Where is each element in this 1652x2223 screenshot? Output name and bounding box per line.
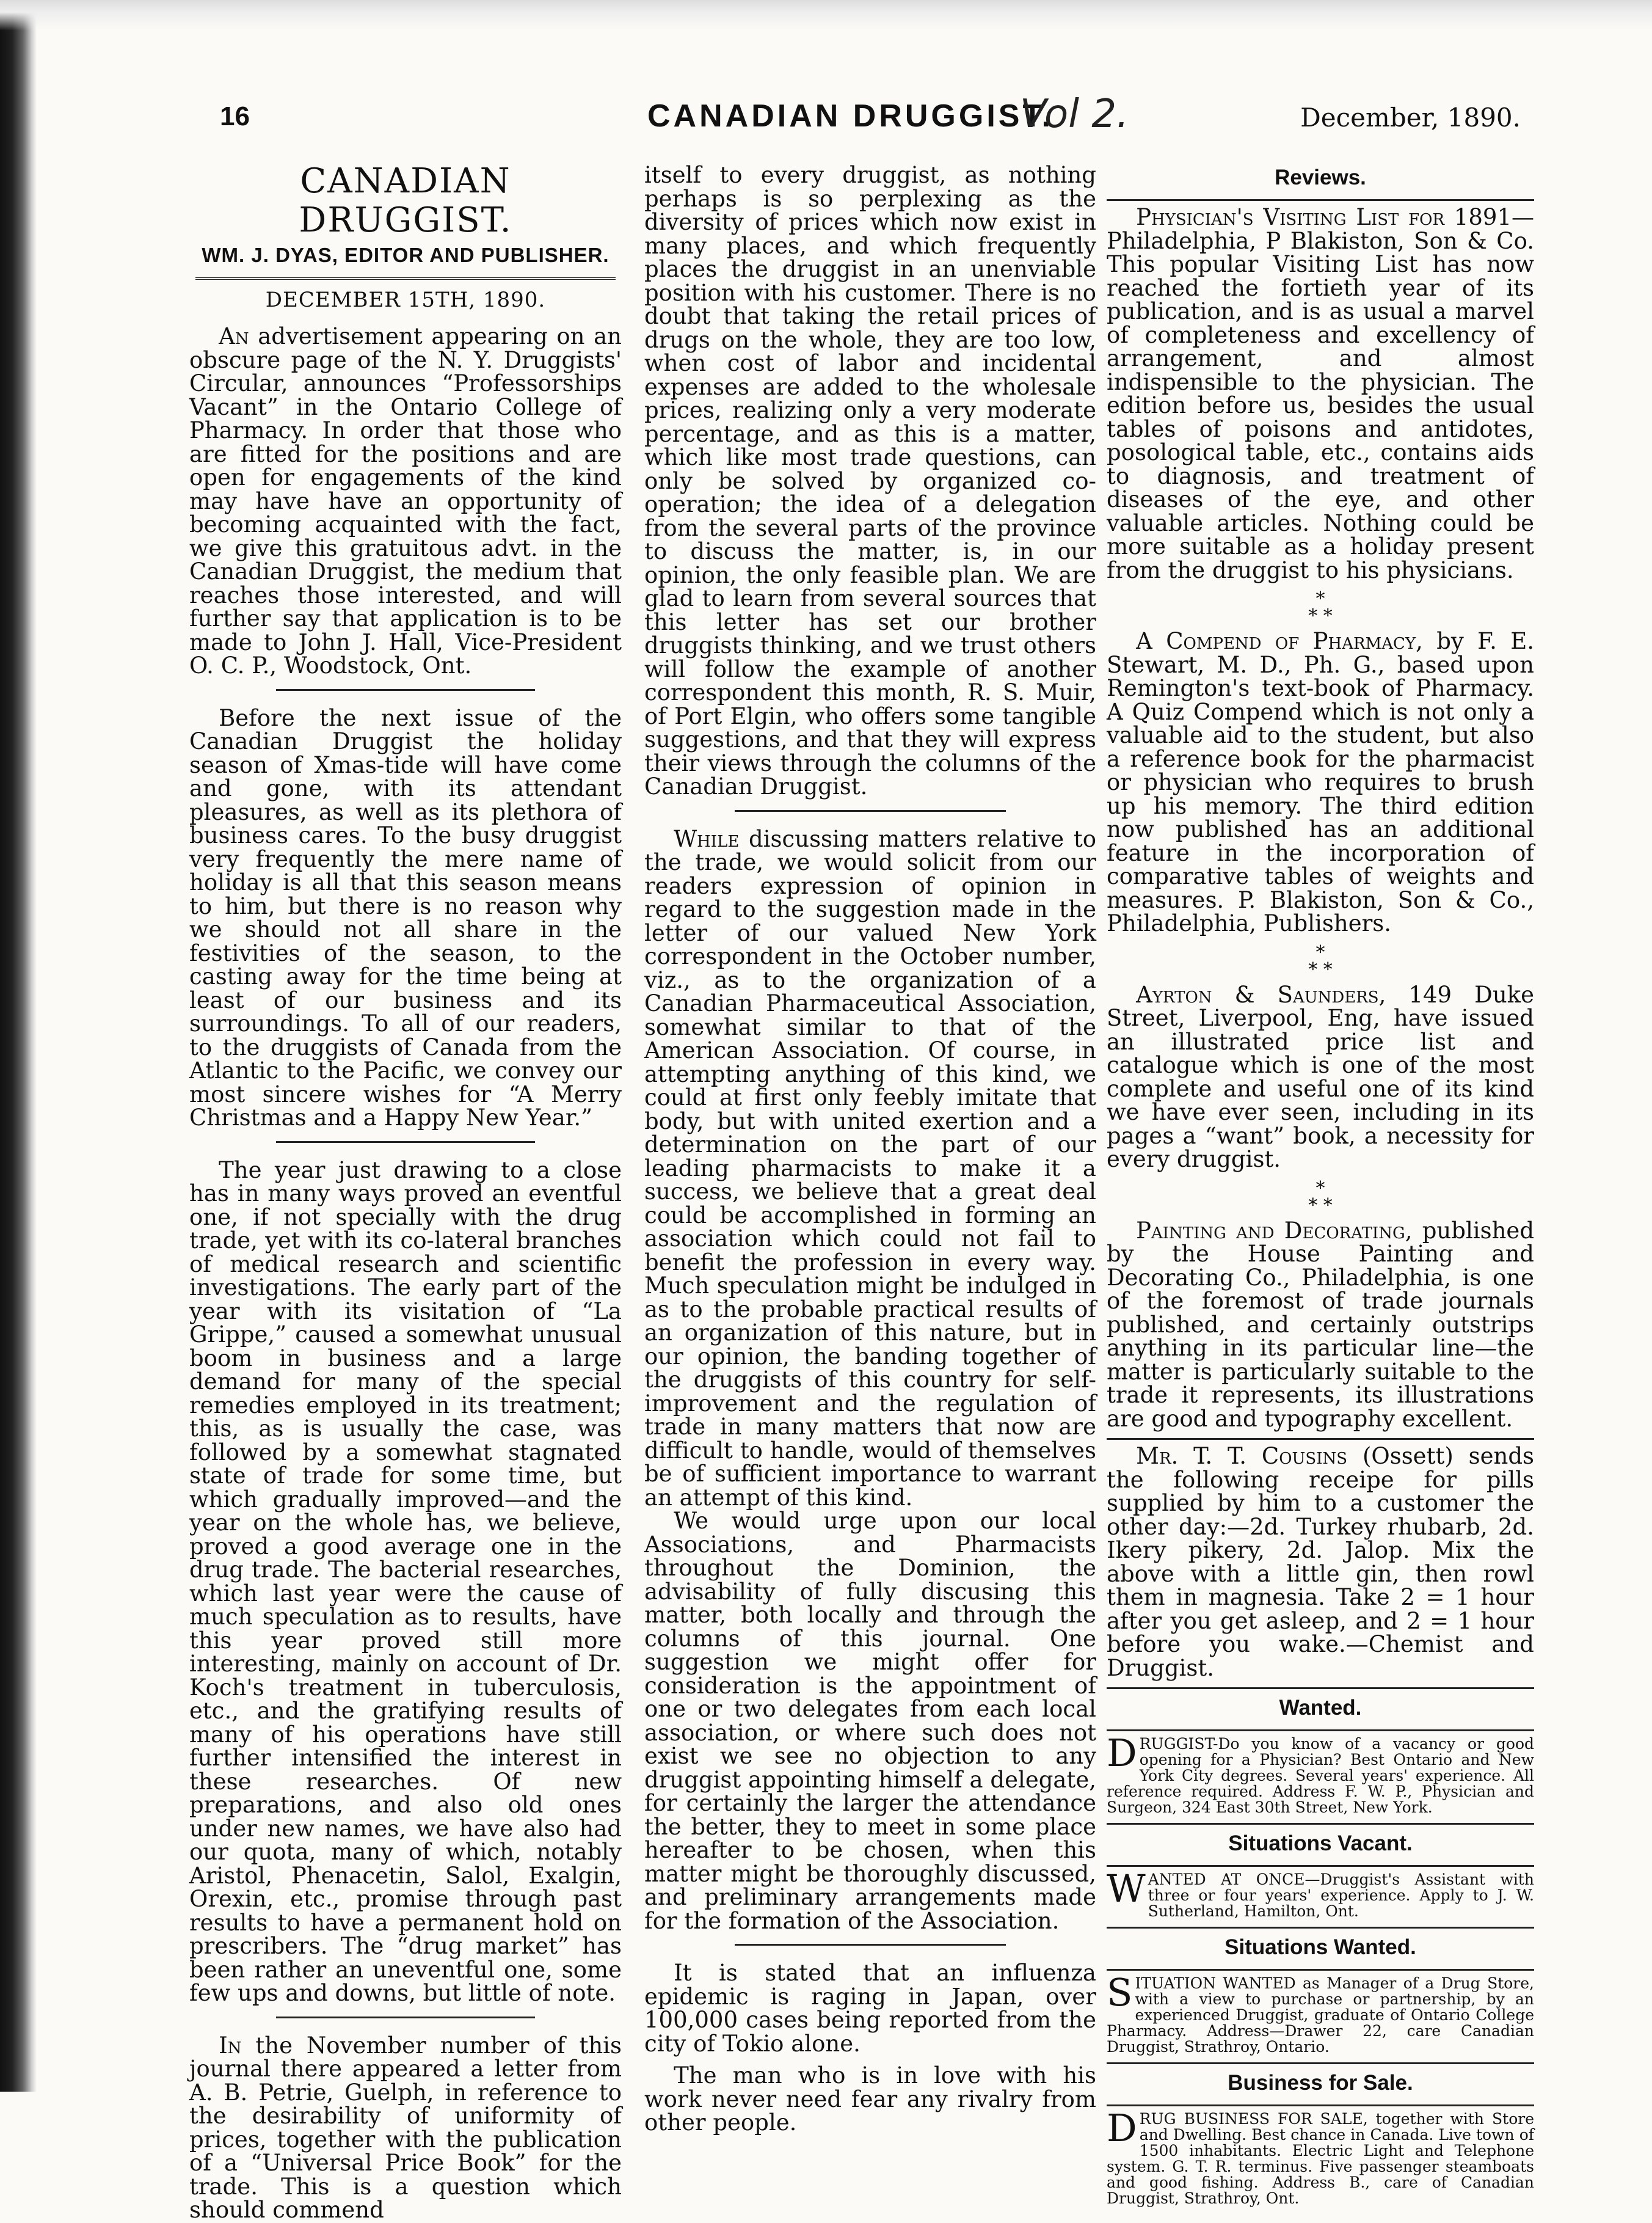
ad-text: RUGGIST-Do you know of a vacancy or good opening for a Physician? Best Ontario and New York City degrees. Several years' experience. All reference required. Address F. W. P., Physician and Surgeon, 324 East 30th Street, New York. bbox=[1107, 1735, 1534, 1816]
paragraph-lead: In bbox=[219, 2032, 241, 2059]
editorial-paragraph: Before the next issue of the Canadian Druggist the holiday season of Xmas-tide will have come and gone, with its attendant pleasures, as well as its plethora of business cares. To the busy druggist very frequently the mere name of holiday is all that this season means to him, but there is no reason why we should not all share in the festivities of the season, to the casting away for the time being at least of our business and its surroundings. To all of our readers, to the druggists of Canada from the Atlantic to the Pacific, we convey our most sincere wishes for “A Merry Christmas and a Happy New Year.” bbox=[189, 707, 622, 1130]
section-divider bbox=[1107, 1823, 1534, 1825]
review-paragraph bbox=[1107, 206, 1534, 582]
handwritten-volume-note: Vol 2. bbox=[1020, 92, 1129, 137]
drop-cap: D bbox=[1107, 1737, 1137, 1769]
editorial-paragraph: itself to every druggist, as nothing perhaps is so perplexing as the diversity of prices which now exist in many places, and which frequently places the druggist in an unenviable position with his customer. There is no doubt that taking the retail prices of drugs on the whole, they are too low, when cost of labor and incidental expenses are added to the wholesale prices, realizing only a very moderate percentage, and as this is a matter, which like most trade questions, can only be solved by organized co-operation; the idea of a delegation from the several parts of the province to discuss the matter, is, in our opinion, the only feasible plan. We are glad to learn from several sources that this letter has set our brother druggists thinking, and we trust others will follow the example of another correspondent this month, R. S. Muir, of Port Elgin, who offers some tangible suggestions, and that they will express their views through the columns of the Canadian Druggist. bbox=[644, 164, 1096, 799]
section-divider bbox=[1107, 1438, 1534, 1440]
situations-vacant-heading: Situations Vacant. bbox=[1107, 1830, 1534, 1858]
ad-text: ITUATION WANTED as Manager of a Drug Store, with a view to purchase or partnership, by an experienced Druggist, graduate of Ontario College Pharmacy. Address—Drawer 22, care Canadian Druggist, Strathroy, Ontario. bbox=[1107, 1974, 1534, 2056]
review-text: —Philadelphia, P Blakiston, Son & Co. This popular Visiting List has now reached the fortieth year of its publication, and is as usual a marvel of completeness and excellency of arrangement, and almost indispensible to the physician. The edition before us, besides the usual tables of poisons and antidotes, posological table, etc., contains aids to diagnosis, and treatment of diseases of the eye, and other valuable articles. Nothing could be more suitable as a holiday present from the druggist to his physicians. bbox=[1107, 204, 1534, 583]
classified-ad bbox=[1107, 1872, 1534, 1919]
business-for-sale-heading: Business for Sale. bbox=[1107, 2069, 1534, 2097]
ad-text: RUG BUSINESS FOR SALE, together with Store and Dwelling. Best chance in Canada. Live town of 1500 inhabitants. Electric Light and Telephone system. G. T. R. terminus. Five passenger steamboats and good fishing. Address B., care of Canadian Druggist, Strathroy, Ont. bbox=[1107, 2110, 1534, 2207]
section-divider bbox=[1107, 2062, 1534, 2064]
page-binding-edge bbox=[0, 0, 37, 2092]
review-text: published by the House Painting and Decorating Co., Philadelphia, is one of the foremost of trade journals published, and certainly outstrips anything in its particular line—the matter is particularly suitable to the trade it represents, its illustrations are good and typography excellent. bbox=[1107, 1217, 1534, 1432]
column-1 bbox=[189, 162, 622, 2222]
editorial-paragraph bbox=[644, 828, 1096, 1510]
column-2 bbox=[644, 164, 1096, 2135]
paragraph-lead: While bbox=[674, 826, 739, 852]
section-divider bbox=[1107, 199, 1534, 201]
section-divider bbox=[1107, 2104, 1534, 2106]
asterism-divider: * * * bbox=[1107, 1180, 1534, 1214]
review-lead: Mr. T. T. Cousins bbox=[1136, 1443, 1347, 1469]
editorial-paragraph bbox=[189, 2034, 622, 2222]
drop-cap: W bbox=[1107, 1873, 1146, 1905]
review-lead: A Compend of Pharmacy, bbox=[1136, 628, 1423, 654]
review-paragraph bbox=[1107, 1219, 1534, 1431]
situations-wanted-heading: Situations Wanted. bbox=[1107, 1933, 1534, 1962]
review-text: by F. E. Stewart, M. D., Ph. G., based upon Remington's text-book of Pharmacy. A Quiz Compend which is not only a valuable aid to the student, but also a reference book for the pharmacist or physician who requires to brush up his memory. The third edition now published has an additional feature in the incorporation of comparative tables of weights and measures. P. Blakiston, Son & Co., Philadelphia, Publishers. bbox=[1107, 628, 1534, 936]
classified-ad bbox=[1107, 2111, 1534, 2207]
section-divider bbox=[1107, 1687, 1534, 1689]
masthead-title: CANADIAN DRUGGIST. bbox=[647, 98, 1053, 134]
paragraph-text: discussing matters relative to the trade, we would solicit from our readers expression of opinion in regard to the suggestion made in the letter of our valued New York correspondent in the October number, viz., as to the organization of a Canadian Pharmaceutical Association, somewhat similar to that of the American Association. Of course, in attempting anything of this kind, we could at first only feebly imitate that body, but with united exertion and a determination on the part of our leading pharmacists to make it a success, we believe that a great deal could be accomplished in forming an association which could not fail to benefit the profession in every way. Much speculation might be indulged in as to the probable practical results of an organization of this nature, but in our opinion, the banding together of the druggists of this country for self-improvement and the regulation of trade in many matters that now are difficult to handle, would of themselves be of sufficient importance to warrant an attempt of this kind. bbox=[644, 826, 1096, 1511]
review-lead: Physician's Visiting List for 1891 bbox=[1136, 204, 1512, 230]
drop-cap: D bbox=[1107, 2112, 1137, 2144]
section-divider bbox=[1107, 1865, 1534, 1867]
column-3 bbox=[1107, 164, 1534, 2209]
section-divider bbox=[1107, 1729, 1534, 1731]
drop-cap: S bbox=[1107, 1977, 1132, 2009]
editor-line: WM. J. DYAS, EDITOR AND PUBLISHER. bbox=[189, 244, 622, 268]
editorial-paragraph: We would urge upon our local Associations, and Pharmacists throughout the Dominion, the advisability of fully discusing this matter, both locally and through the columns of this journal. One suggestion we might offer for consideration is the appointment of one or two delegates from each local association, or where such does not exist we see no objection to any druggist appointing himself a delegate, for certainly the larger the attendance the better, they to meet in some place hereafter to be chosen, when this matter might be thoroughly discussed, and preliminary arrangements made for the formation of the Association. bbox=[644, 1509, 1096, 1933]
asterism-divider: * * * bbox=[1107, 944, 1534, 979]
classified-ad bbox=[1107, 1976, 1534, 2055]
ad-text: ANTED AT ONCE—Druggist's Assistant with three or four years' experience. Apply to J. W. Sutherland, Hamilton, Ont. bbox=[1148, 1871, 1534, 1920]
review-lead: Painting and Decorating, bbox=[1136, 1217, 1412, 1244]
editorial-paragraph: The year just drawing to a close has in many ways proved an eventful one, if not specially with the drug trade, yet with its co-lateral branches of medical research and scientific investigations. The early part of the year with its visitation of “La Grippe,” caused a somewhat unusual boom in business and a large demand for many of the special remedies employed in its treatment; this, as is usually the case, was followed by a somewhat stagnated state of trade for some time, but which gradually improved—and the year on the whole has, we believe, proved a good average one in the drug trade. The bacterial researches, which last year were the cause of much speculation as to results, have this year proved still more interesting, mainly on account of Dr. Koch's treatment in tuberculosis, etc., and the gratifying results of many of his operations have still further intensified the interest in these researches. Of new preparations, and also old ones under new names, we have also had our quota, many of which, notably Aristol, Phenacetin, Salol, Exalgin, Orexin, etc., promise through past results to have a permanent hold on prescribers. The “drug market” has been rather an uneventful one, some few ups and downs, but little of note. bbox=[189, 1159, 622, 2006]
classified-ad bbox=[1107, 1736, 1534, 1816]
paragraph-lead: An bbox=[219, 323, 249, 349]
review-paragraph bbox=[1107, 630, 1534, 936]
section-divider bbox=[1107, 1927, 1534, 1929]
wanted-heading: Wanted. bbox=[1107, 1694, 1534, 1722]
reviews-heading: Reviews. bbox=[1107, 164, 1534, 192]
editorial-dateline: DECEMBER 15TH, 1890. bbox=[189, 288, 622, 312]
section-divider bbox=[276, 689, 536, 691]
issue-date: December, 1890. bbox=[1300, 103, 1521, 133]
review-lead: Ayrton & Saunders, bbox=[1136, 982, 1386, 1008]
editorial-paragraph: It is stated that an influenza epidemic is raging in Japan, over 100,000 cases being reported from the city of Tokio alone. bbox=[644, 1962, 1096, 2056]
section-divider bbox=[276, 2017, 536, 2018]
review-text: (Ossett) sends the following receipe for pills supplied by him to a customer the other day:—2d. Turkey rhubarb, 2d. Ikery pikery, 2d. Jalop. Mix the above with a little gin, then rowl them in magnesia. Take 2 = 1 hour after you get asleep, and 2 = 1 hour before you wake.—Chemist and Druggist. bbox=[1107, 1443, 1534, 1681]
page-header bbox=[220, 98, 1521, 153]
editorial-paragraph bbox=[189, 325, 622, 678]
paragraph-text: advertisement appearing on an obscure page of the N. Y. Druggists' Circular, announces “Professorships Vacant” in the Ontario College of Pharmacy. In order that those who are fitted for the positions and are open for engagements of the kind may have have an opportunity of becoming acquainted with the fact, we give this gratuitous advt. in the Canadian Druggist, the medium that reaches those interested, and will further say that application is to be made to John J. Hall, Vice-President O. C. P., Woodstock, Ont. bbox=[189, 323, 622, 679]
editorial-paragraph: The man who is in love with his work never need fear any rivalry from other people. bbox=[644, 2064, 1096, 2135]
editorial-title: CANADIAN DRUGGIST. bbox=[189, 162, 622, 240]
review-paragraph bbox=[1107, 984, 1534, 1172]
section-divider bbox=[276, 1141, 536, 1143]
section-divider bbox=[735, 810, 1006, 812]
scan-top-edge bbox=[0, 0, 1652, 31]
asterism-divider: * * * bbox=[1107, 591, 1534, 625]
review-text: 149 Duke Street, Liverpool, Eng, have issued an illustrated price list and catalogue which is one of the most complete and useful one of its kind we have ever seen, including in its pages a “want” book, a necessity for every druggist. bbox=[1107, 982, 1534, 1173]
review-paragraph bbox=[1107, 1445, 1534, 1680]
section-divider bbox=[735, 1944, 1006, 1946]
section-divider bbox=[1107, 1969, 1534, 1971]
paragraph-text: the November number of this journal there appeared a letter from A. B. Petrie, Guelph, in reference to the desirability of uniformity of prices, together with the publication of a “Universal Price Book” for the trade. This is a question which should commend bbox=[189, 2032, 622, 2223]
page-number: 16 bbox=[220, 101, 250, 132]
